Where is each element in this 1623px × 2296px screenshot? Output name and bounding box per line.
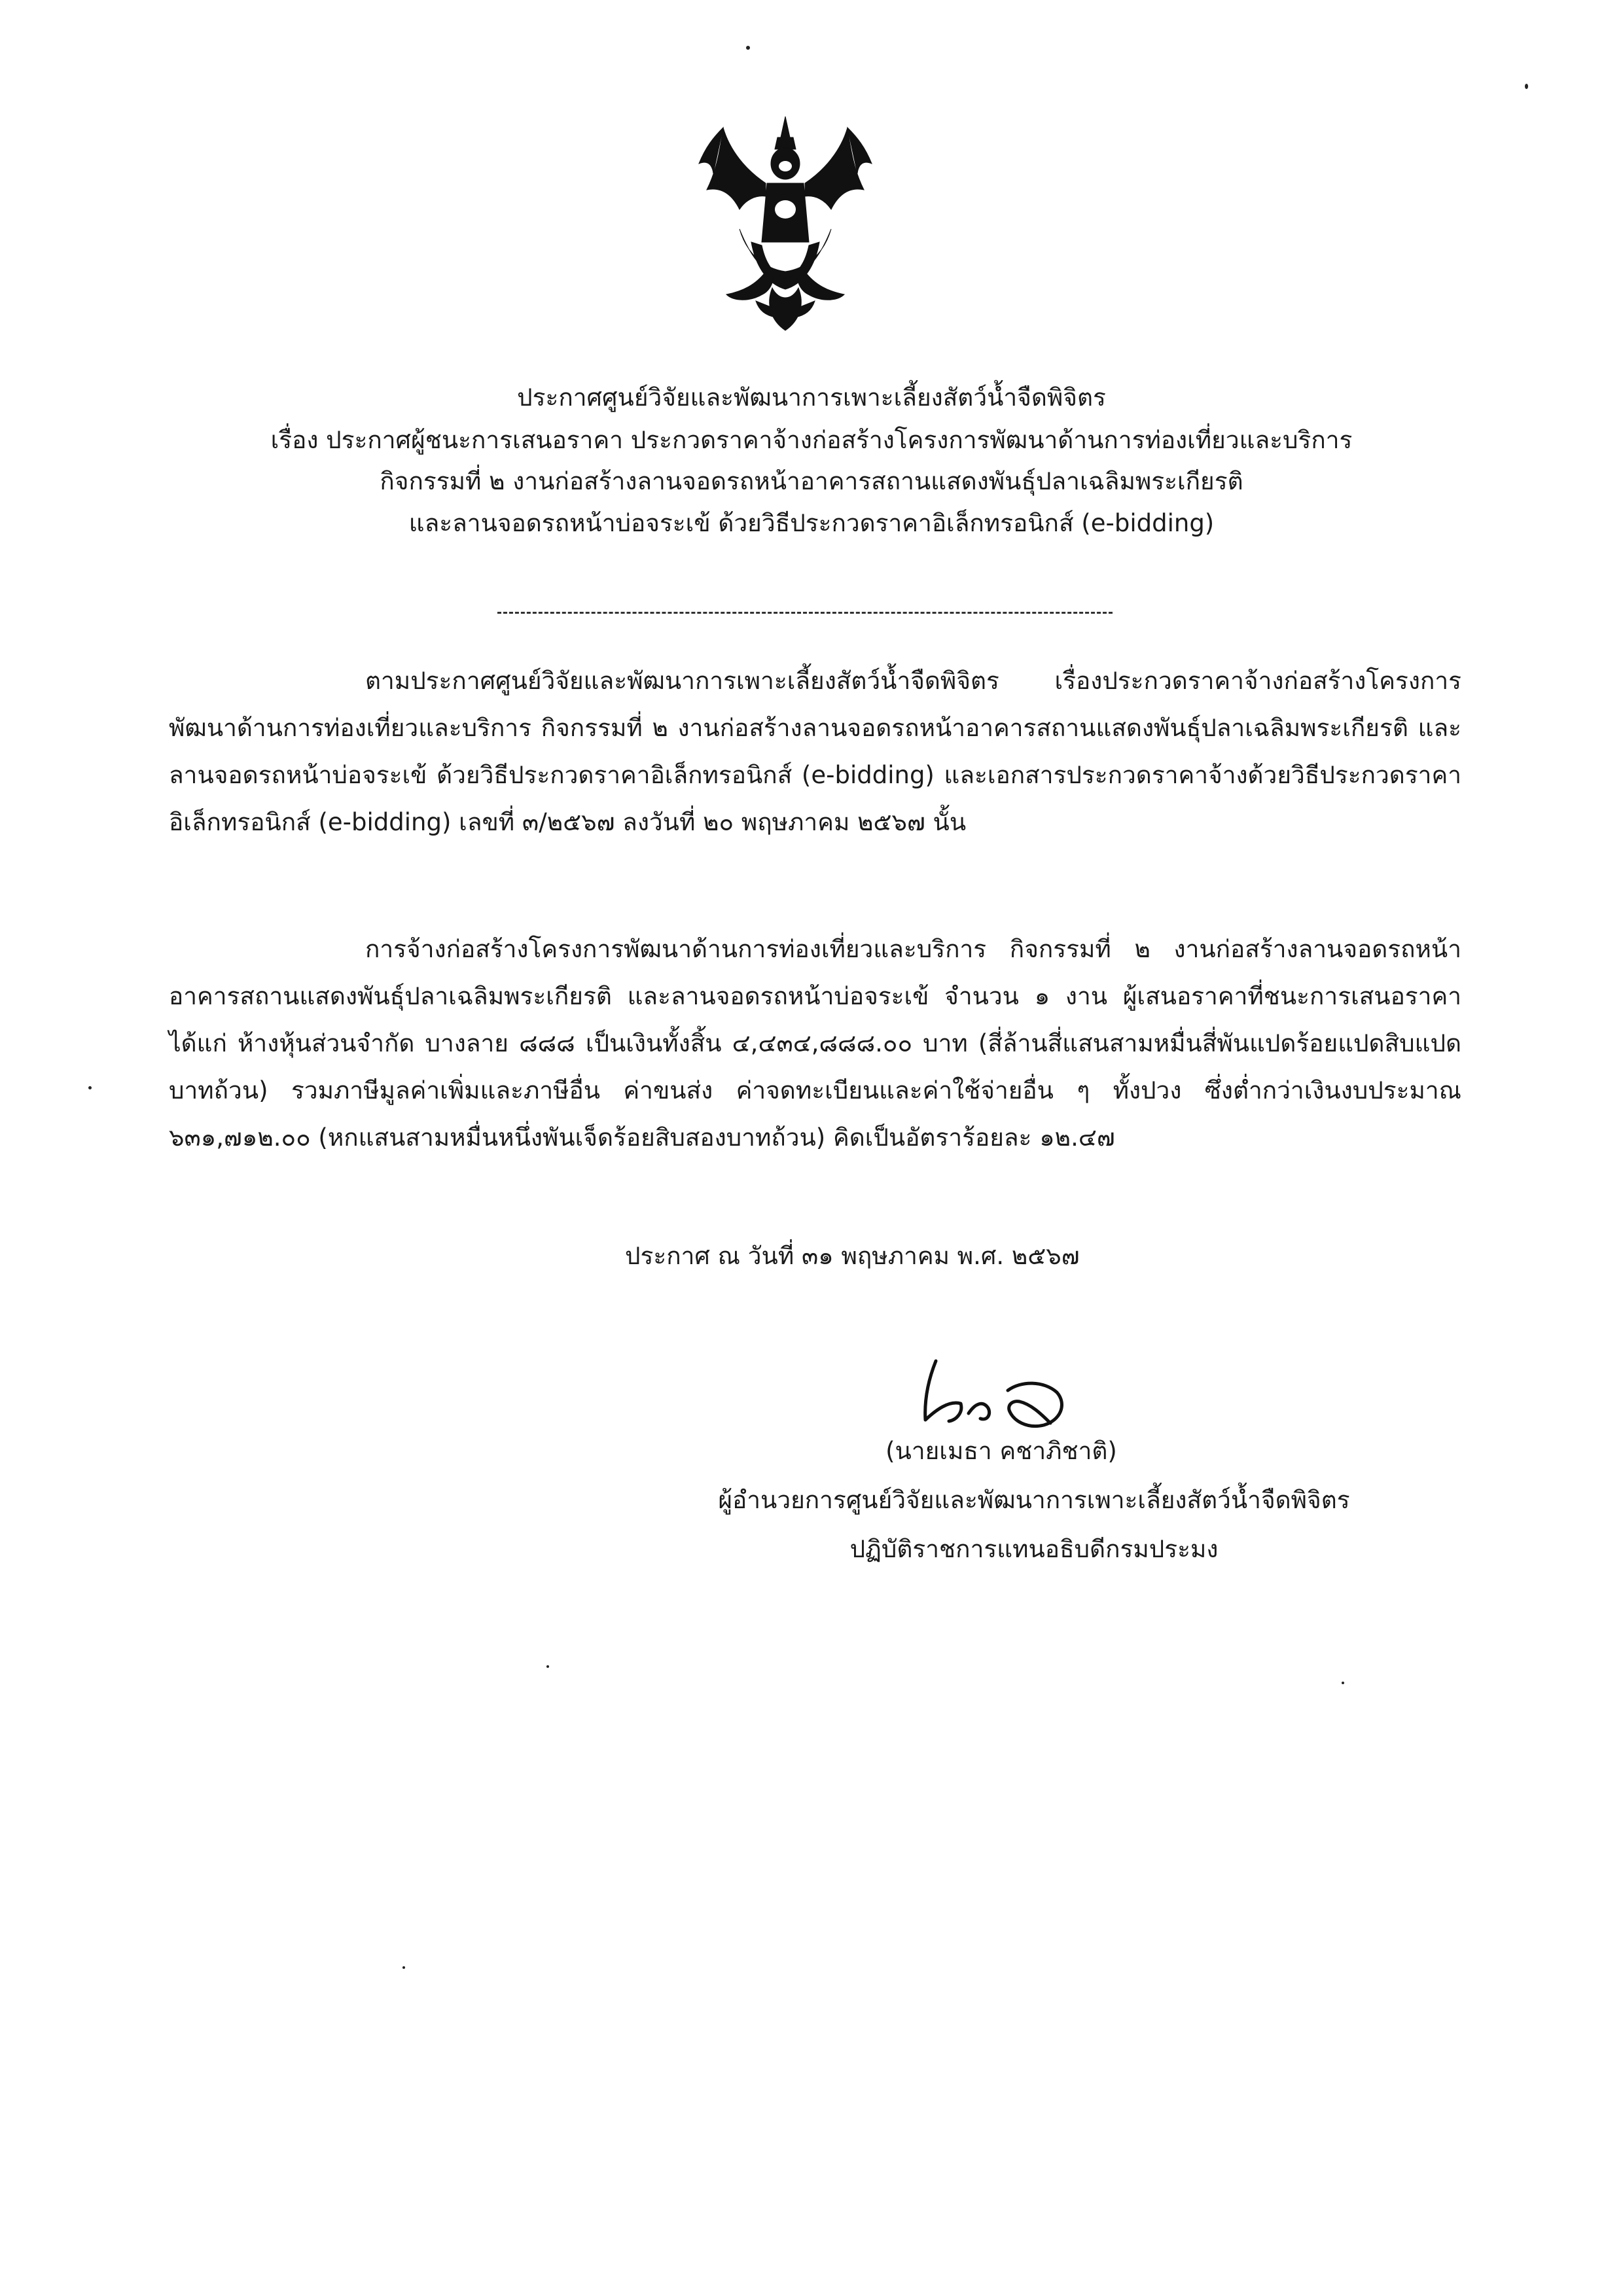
handwritten-signature-icon: [910, 1348, 1086, 1446]
body-paragraph-1: ตามประกาศศูนย์วิจัยและพัฒนาการเพาะเลี้ยงสัตว์น้ำจืดพิจิตร เรื่องประกวดราคาจ้างก่อสร้างโครงการพัฒนาด้านการท่องเที่ยวและบริการ กิจกรรมที่ ๒ งานก่อสร้างลานจอดรถหน้าอาคารสถานแสดงพันธุ์ปลาเฉลิมพระเกียรติ และลานจอดรถหน้าบ่อจระเข้ ด้วยวิธีประกวดราคาอิเล็กทรอนิกส์ (e-bidding) และเอกสารประกวดราคาจ้างด้วยวิธีประกวดราคาอิเล็กทรอนิกส์ (e-bidding) เลขที่ ๓/๒๕๖๗ ลงวันที่ ๒๐ พฤษภาคม ๒๕๖๗ นั้น: [169, 667, 1461, 836]
body-paragraph-2: การจ้างก่อสร้างโครงการพัฒนาด้านการท่องเที่ยวและบริการ กิจกรรมที่ ๒ งานก่อสร้างลานจอดรถหน้าอาคารสถานแสดงพันธุ์ปลาเฉลิมพระเกียรติ และลานจอดรถหน้าบ่อจระเข้ จำนวน ๑ งาน ผู้เสนอราคาที่ชนะการเสนอราคา ได้แก่ ห้างหุ้นส่วนจำกัด บางลาย ๘๘๘ เป็นเงินทั้งสิ้น ๔,๔๓๔,๘๘๘.๐๐ บาท (สี่ล้านสี่แสนสามหมื่นสี่พันแปดร้อยแปดสิบแปดบาทถ้วน) รวมภาษีมูลค่าเพิ่มและภาษีอื่น ค่าขนส่ง ค่าจดทะเบียนและค่าใช้จ่ายอื่น ๆ ทั้งปวง ซึ่งต่ำกว่าเงินงบประมาณ ๖๓๑,๗๑๒.๐๐ (หกแสนสามหมื่นหนึ่งพันเจ็ดร้อยสิบสองบาทถ้วน) คิดเป็นอัตราร้อยละ ๑๒.๔๗: [169, 935, 1461, 1152]
announcement-title: ประกาศศูนย์วิจัยและพัฒนาการเพาะเลี้ยงสัตว์น้ำจืดพิจิตร: [517, 383, 1106, 412]
garuda-emblem-icon: [694, 111, 877, 334]
subject-line-1: เรื่อง ประกาศผู้ชนะการเสนอราคา ประกวดราคาจ้างก่อสร้างโครงการพัฒนาด้านการท่องเที่ยวและบริการ: [270, 426, 1353, 454]
scan-speck: [546, 1665, 549, 1668]
dashed-divider: [497, 612, 1113, 614]
scan-speck: [1342, 1682, 1344, 1684]
signatory-name: (นายเมธา คชาภิชาติ): [885, 1437, 1117, 1465]
scan-speck: [746, 46, 750, 50]
signatory-acting-for: ปฏิบัติราชการแทนอธิบดีกรมประมง: [849, 1535, 1219, 1563]
signatory-position: ผู้อำนวยการศูนย์วิจัยและพัฒนาการเพาะเลี้ยงสัตว์น้ำจืดพิจิตร: [718, 1486, 1350, 1514]
subject-line-3: และลานจอดรถหน้าบ่อจระเข้ ด้วยวิธีประกวดราคาอิเล็กทรอนิกส์ (e-bidding): [408, 509, 1215, 537]
scan-speck: [1525, 84, 1528, 89]
subject-line-2: กิจกรรมที่ ๒ งานก่อสร้างลานจอดรถหน้าอาคารสถานแสดงพันธุ์ปลาเฉลิมพระเกียรติ: [380, 467, 1243, 495]
scan-speck: [88, 1086, 92, 1089]
announcement-date: ประกาศ ณ วันที่ ๓๑ พฤษภาคม พ.ศ. ๒๕๖๗: [625, 1242, 1080, 1270]
scan-speck: [402, 1966, 405, 1969]
